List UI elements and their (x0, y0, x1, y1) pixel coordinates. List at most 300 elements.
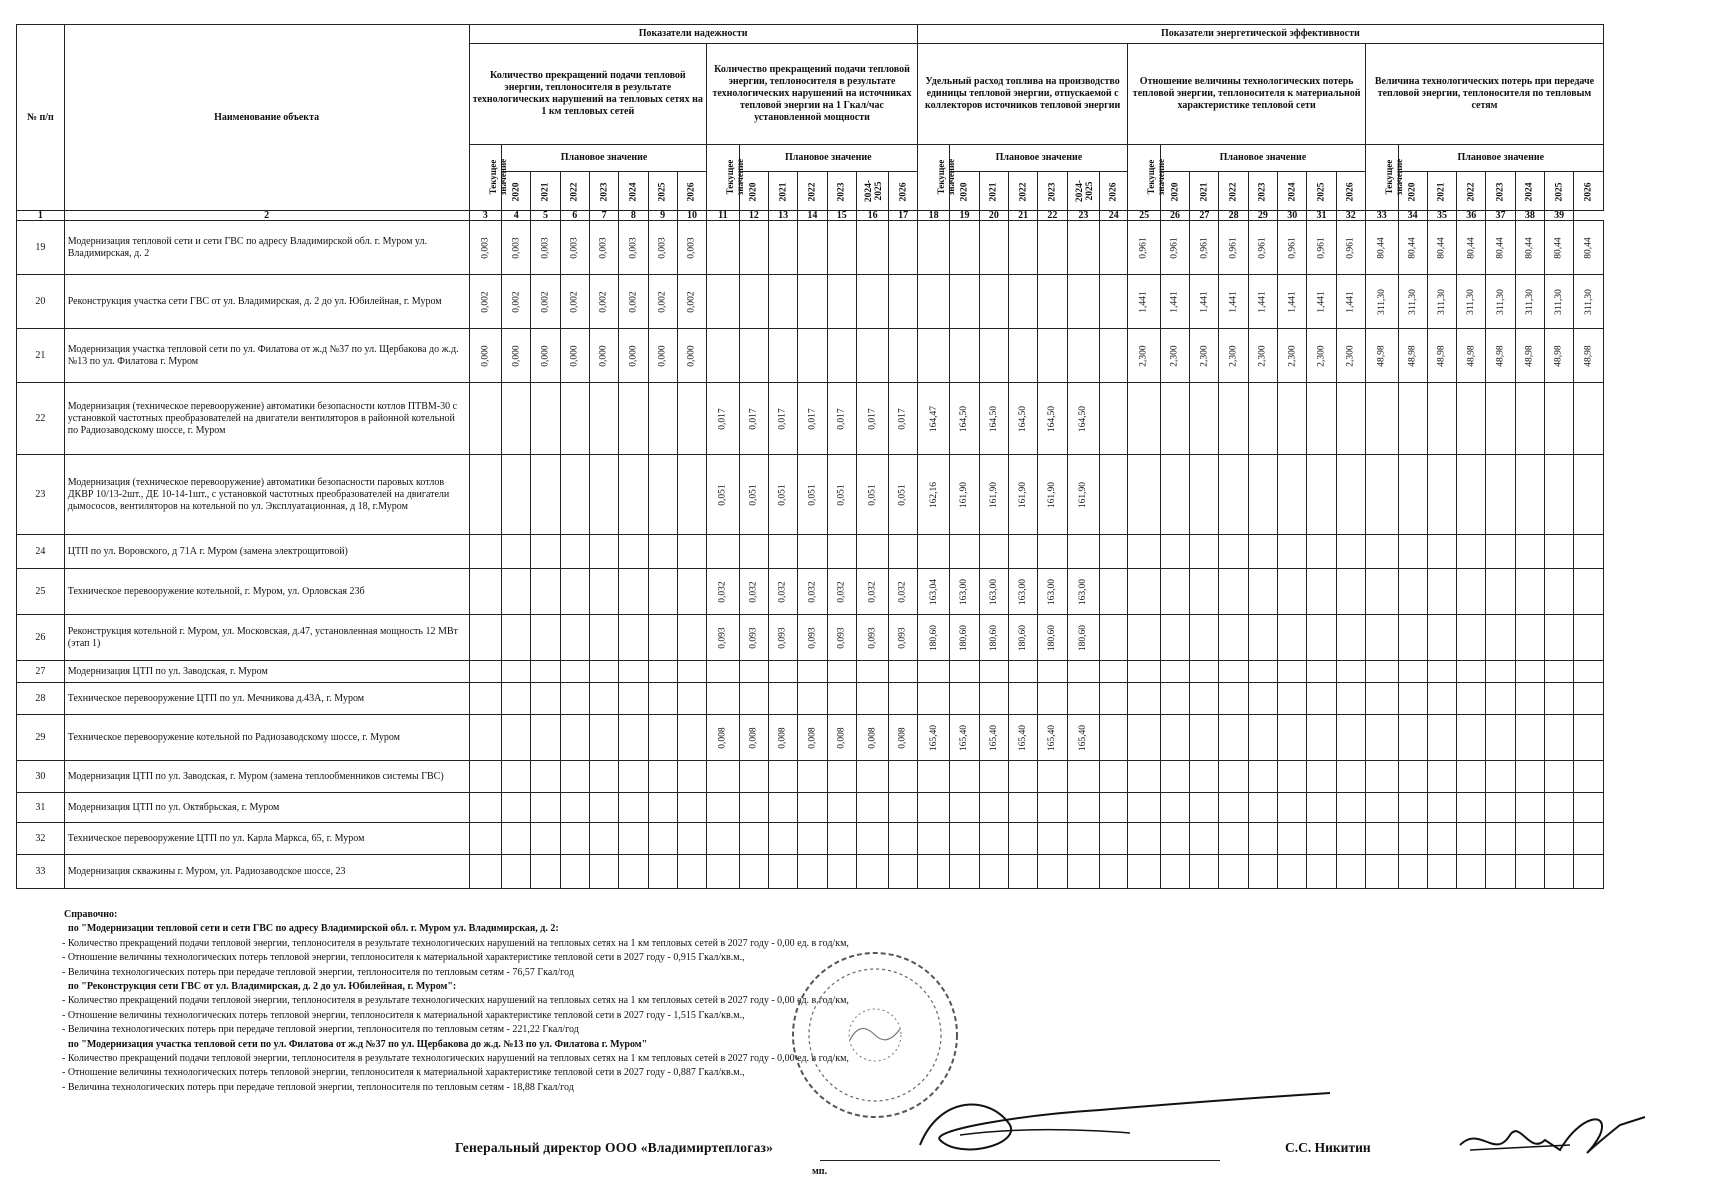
block5-cell (1486, 535, 1515, 569)
block5-cell (1427, 275, 1456, 329)
year-label: 2020 (959, 182, 970, 201)
block1-cell (619, 455, 648, 535)
block4-cell (1160, 793, 1189, 823)
block1-cell (560, 793, 589, 823)
block4-cell (1278, 823, 1307, 855)
column-index: 5 (531, 211, 560, 221)
cell-value: 0,093 (717, 627, 728, 649)
block3-cell (1100, 615, 1128, 661)
block3-cell (1038, 715, 1067, 761)
block2-cell (889, 383, 917, 455)
block4-cell (1278, 455, 1307, 535)
object-name: Реконструкция участка сети ГВС от ул. Владимирская, д. 2 до ул. Юбилейная, г. Муром (64, 275, 469, 329)
block2-cell (707, 793, 740, 823)
cell-value: 311,30 (1495, 289, 1506, 315)
cell-value: 0,032 (748, 581, 759, 603)
block5-cell (1427, 823, 1456, 855)
cell-value: 0,961 (1316, 237, 1327, 259)
year-header (1100, 172, 1128, 211)
row-number: 25 (17, 569, 65, 615)
object-name: Модернизация участка тепловой сети по ул. Филатова от ж.д №37 по ул. Щербакова до ж.д. №13 по ул. Филатова г. Муром (64, 329, 469, 383)
reference-notes (62, 908, 1162, 1095)
block3-cell (1067, 855, 1100, 889)
block3-cell (1067, 793, 1100, 823)
current-value-label: Текущее значение (725, 158, 746, 196)
block2-cell (739, 683, 768, 715)
table-row (17, 715, 1604, 761)
block2-cell (889, 569, 917, 615)
block3-cell (1008, 455, 1037, 535)
block3-cell (1038, 329, 1067, 383)
block4-cell (1160, 535, 1189, 569)
block2-cell (739, 661, 768, 683)
block2-cell (739, 535, 768, 569)
block3-cell (1038, 275, 1067, 329)
cell-value: 311,30 (1554, 289, 1565, 315)
cell-value: 0,032 (807, 581, 818, 603)
block4-cell (1128, 615, 1161, 661)
block1-cell (560, 535, 589, 569)
block1-cell (469, 761, 502, 793)
year-label: 2021 (1199, 182, 1210, 201)
table-row (17, 615, 1604, 661)
block3-cell (1100, 683, 1128, 715)
block4-cell (1248, 329, 1277, 383)
block1-cell (502, 569, 531, 615)
column-index: 16 (856, 211, 889, 221)
plan-value-header: Плановое значение (1160, 145, 1365, 172)
block5-cell (1457, 615, 1486, 661)
block4-cell (1128, 221, 1161, 275)
block3-cell (950, 683, 979, 715)
cell-value: 161,90 (1047, 481, 1058, 509)
block4-cell (1248, 569, 1277, 615)
block4-cell (1160, 569, 1189, 615)
block2-cell (856, 383, 889, 455)
cell-value: 0,003 (569, 237, 580, 259)
block4-cell (1190, 793, 1219, 823)
row-number: 29 (17, 715, 65, 761)
block1-cell (648, 535, 677, 569)
block4-cell (1248, 221, 1277, 275)
block5-cell (1365, 615, 1398, 661)
block2-cell (889, 221, 917, 275)
block2-cell (768, 383, 797, 455)
block4-cell (1190, 823, 1219, 855)
column-index: 13 (768, 211, 797, 221)
cell-value: 2,300 (1139, 345, 1150, 367)
block1-cell (648, 329, 677, 383)
plan-value-header: Плановое значение (739, 145, 917, 172)
block4-cell (1307, 455, 1336, 535)
block3-cell (1038, 855, 1067, 889)
block1-cell (619, 761, 648, 793)
current-value-header (1128, 145, 1167, 211)
year-header (619, 172, 648, 211)
table-row (17, 661, 1604, 683)
object-name: Техническое перевооружение ЦТП по ул. Карла Маркса, 65, г. Муром (64, 823, 469, 855)
block5-cell (1457, 329, 1486, 383)
block2-cell (768, 455, 797, 535)
block2-cell (889, 615, 917, 661)
plan-value-header: Плановое значение (502, 145, 707, 172)
block1-cell (648, 683, 677, 715)
block2-cell (856, 683, 889, 715)
block2-cell (707, 329, 740, 383)
block3-cell (1038, 661, 1067, 683)
block1-cell (619, 569, 648, 615)
block1-cell (648, 855, 677, 889)
column-index: 9 (648, 211, 677, 221)
block3-cell (917, 329, 950, 383)
block3-cell (950, 383, 979, 455)
block1-cell (589, 275, 618, 329)
block1-cell (677, 761, 706, 793)
block1-cell (502, 615, 531, 661)
group-header-efficiency: Показатели энергетической эффективности (917, 25, 1603, 44)
block3-cell (979, 455, 1008, 535)
cell-value: 0,008 (836, 727, 847, 749)
block1-cell (677, 715, 706, 761)
block1-cell (531, 715, 560, 761)
block2-cell (798, 615, 827, 661)
block1-cell (619, 535, 648, 569)
column-index: 26 (1160, 211, 1189, 221)
cell-value: 0,961 (1199, 237, 1210, 259)
block5-cell (1486, 793, 1515, 823)
year-header (1190, 172, 1219, 211)
block2-cell (707, 383, 740, 455)
block4-cell (1190, 683, 1219, 715)
block3-cell (979, 329, 1008, 383)
column-index: 29 (1248, 211, 1277, 221)
year-label: 2026 (1345, 182, 1356, 201)
block3-cell (1100, 855, 1128, 889)
cell-value: 0,051 (717, 484, 728, 506)
block1-cell (531, 661, 560, 683)
block2-cell (827, 221, 856, 275)
block4-cell (1128, 683, 1161, 715)
block3-cell (1008, 761, 1037, 793)
column-index: 7 (589, 211, 618, 221)
block4-cell (1128, 761, 1161, 793)
block5-cell (1515, 383, 1544, 455)
block5-cell (1486, 275, 1515, 329)
block3-cell (1008, 823, 1037, 855)
block3-cell (950, 855, 979, 889)
block2-cell (798, 383, 827, 455)
block3-cell (1100, 761, 1128, 793)
col-header-number: № п/п (17, 25, 65, 211)
block2-cell (889, 275, 917, 329)
block5-cell (1544, 761, 1573, 793)
block3-cell (979, 569, 1008, 615)
block4-cell (1336, 221, 1365, 275)
year-label: 2025 (1316, 182, 1327, 201)
block4-cell (1190, 569, 1219, 615)
block5-cell (1544, 793, 1573, 823)
row-number: 23 (17, 455, 65, 535)
block2-cell (827, 793, 856, 823)
year-header (739, 172, 768, 211)
block3-cell (1008, 535, 1037, 569)
block5-cell (1486, 661, 1515, 683)
cell-value: 0,017 (807, 408, 818, 430)
column-index: 11 (707, 211, 740, 221)
block4-cell (1190, 455, 1219, 535)
block1-cell (589, 661, 618, 683)
cell-value: 1,441 (1170, 291, 1181, 313)
block5-cell (1365, 823, 1398, 855)
block4-cell (1307, 683, 1336, 715)
block4-cell (1336, 455, 1365, 535)
block4-cell (1336, 761, 1365, 793)
current-value-label: Текущее значение (1383, 158, 1404, 196)
block3-cell (950, 329, 979, 383)
block5-cell (1486, 715, 1515, 761)
block-header-4: Отношение величины технологических потерь тепловой энергии, теплоносителя к материальной характеристике тепловой сети (1128, 44, 1366, 145)
row-number: 26 (17, 615, 65, 661)
table-row (17, 329, 1604, 383)
block1-cell (619, 683, 648, 715)
block1-cell (648, 661, 677, 683)
block2-cell (707, 855, 740, 889)
table-row (17, 569, 1604, 615)
block2-cell (768, 275, 797, 329)
notes-heading: Справочно: (64, 909, 118, 920)
block4-cell (1336, 715, 1365, 761)
block1-cell (619, 383, 648, 455)
cell-value: 163,00 (1018, 578, 1029, 606)
year-header (1278, 172, 1307, 211)
notes-line: - Количество прекращений подачи тепловой энергии, теплоносителя в результате технологических нарушений на тепловых сетях на 1 км тепловых сетей в 2027 году - 0,00 ед. в год/км, (62, 937, 849, 949)
cell-value: 0,093 (898, 627, 909, 649)
block1-cell (619, 329, 648, 383)
object-name: Модернизация ЦТП по ул. Октябрьская, г. Муром (64, 793, 469, 823)
cell-value: 0,002 (569, 291, 580, 313)
year-label: 2021 (988, 182, 999, 201)
block4-cell (1190, 615, 1219, 661)
block2-cell (827, 661, 856, 683)
column-index: 35 (1427, 211, 1456, 221)
year-label: 2022 (1018, 182, 1029, 201)
block5-cell (1365, 661, 1398, 683)
block4-cell (1248, 535, 1277, 569)
block5-cell (1544, 661, 1573, 683)
cell-value: 80,44 (1495, 237, 1506, 259)
block1-cell (560, 761, 589, 793)
block2-cell (707, 661, 740, 683)
column-index: 39 (1544, 211, 1573, 221)
notes-object-title: по "Модернизация участка тепловой сети по ул. Филатова от ж.д №37 по ул. Щербакова до ж.д. №13 по ул. Филатова г. Муром" (68, 1038, 648, 1050)
block5-cell (1457, 275, 1486, 329)
block4-cell (1160, 455, 1189, 535)
block2-cell (827, 329, 856, 383)
block5-cell (1427, 569, 1456, 615)
indicators-table (16, 24, 1604, 889)
block3-cell (1008, 569, 1037, 615)
block5-cell (1398, 615, 1427, 661)
table-row (17, 275, 1604, 329)
block2-cell (889, 855, 917, 889)
cell-value: 0,017 (867, 408, 878, 430)
block3-cell (1067, 615, 1100, 661)
block1-cell (648, 793, 677, 823)
block2-cell (768, 715, 797, 761)
block3-cell (1008, 683, 1037, 715)
block4-cell (1160, 761, 1189, 793)
year-header (1248, 172, 1277, 211)
block2-cell (768, 661, 797, 683)
block5-cell (1486, 455, 1515, 535)
block3-cell (1067, 329, 1100, 383)
block4-cell (1248, 855, 1277, 889)
block5-cell (1574, 661, 1604, 683)
block1-cell (531, 761, 560, 793)
year-label: 2022 (1466, 182, 1477, 201)
year-label: 2022 (1228, 182, 1239, 201)
block5-cell (1427, 329, 1456, 383)
column-index: 8 (619, 211, 648, 221)
cell-value: 2,300 (1199, 345, 1210, 367)
cell-value: 0,051 (778, 484, 789, 506)
block2-cell (827, 855, 856, 889)
cell-value: 180,60 (988, 624, 999, 652)
block5-cell (1398, 793, 1427, 823)
block5-cell (1515, 275, 1544, 329)
block4-cell (1248, 715, 1277, 761)
block1-cell (677, 221, 706, 275)
block4-cell (1307, 275, 1336, 329)
cell-value: 0,017 (778, 408, 789, 430)
row-number: 31 (17, 793, 65, 823)
block3-cell (1067, 383, 1100, 455)
cell-value: 0,002 (599, 291, 610, 313)
block4-cell (1248, 661, 1277, 683)
cell-value: 0,000 (657, 345, 668, 367)
block5-cell (1398, 535, 1427, 569)
cell-value: 311,30 (1376, 289, 1387, 315)
block5-cell (1515, 855, 1544, 889)
block2-cell (889, 455, 917, 535)
column-index: 38 (1515, 211, 1544, 221)
column-index: 3 (469, 211, 502, 221)
cell-value: 0,032 (836, 581, 847, 603)
block1-cell (469, 661, 502, 683)
block2-cell (739, 221, 768, 275)
cell-value: 311,30 (1583, 289, 1594, 315)
object-name: ЦТП по ул. Воровского, д 71А г. Муром (замена электрощитовой) (64, 535, 469, 569)
column-index: 36 (1457, 211, 1486, 221)
block3-cell (1067, 661, 1100, 683)
cell-value: 48,98 (1407, 345, 1418, 367)
column-index: 32 (1336, 211, 1365, 221)
block1-cell (531, 823, 560, 855)
block1-cell (469, 683, 502, 715)
year-label: 2024 (1287, 182, 1298, 201)
block1-cell (560, 615, 589, 661)
block2-cell (856, 793, 889, 823)
block4-cell (1278, 761, 1307, 793)
block3-cell (1100, 661, 1128, 683)
year-label: 2026 (898, 182, 909, 201)
block5-cell (1486, 855, 1515, 889)
cell-value: 180,60 (1047, 624, 1058, 652)
block1-cell (589, 221, 618, 275)
block1-cell (531, 855, 560, 889)
cell-value: 0,008 (748, 727, 759, 749)
block4-cell (1219, 569, 1248, 615)
table-row (17, 221, 1604, 275)
block1-cell (502, 329, 531, 383)
block4-cell (1307, 569, 1336, 615)
cell-value: 0,008 (898, 727, 909, 749)
year-label: 2020 (748, 182, 759, 201)
block2-cell (768, 683, 797, 715)
block1-cell (589, 715, 618, 761)
cell-value: 80,44 (1376, 237, 1387, 259)
block4-cell (1307, 383, 1336, 455)
block2-cell (798, 793, 827, 823)
cell-value: 80,44 (1407, 237, 1418, 259)
cell-value: 0,003 (657, 237, 668, 259)
year-label: 2025 (1554, 182, 1565, 201)
block1-cell (589, 455, 618, 535)
row-number: 24 (17, 535, 65, 569)
block3-cell (950, 275, 979, 329)
cell-value: 0,000 (686, 345, 697, 367)
block3-cell (1038, 793, 1067, 823)
cell-value: 2,300 (1170, 345, 1181, 367)
block3-cell (979, 855, 1008, 889)
notes-line: - Отношение величины технологических потерь тепловой энергии, теплоносителя к материальной характеристике тепловой сети в 2027 году - 1,515 Гкал/кв.м., (62, 1009, 745, 1021)
cell-value: 0,002 (657, 291, 668, 313)
block4-cell (1307, 823, 1336, 855)
block1-cell (469, 715, 502, 761)
cell-value: 161,90 (959, 481, 970, 509)
year-label: 2023 (599, 182, 610, 201)
block4-cell (1160, 275, 1189, 329)
block1-cell (589, 615, 618, 661)
block5-cell (1574, 615, 1604, 661)
block4-cell (1336, 823, 1365, 855)
block3-cell (979, 221, 1008, 275)
column-index: 12 (739, 211, 768, 221)
block4-cell (1160, 221, 1189, 275)
cell-value: 163,00 (1078, 578, 1089, 606)
block3-cell (917, 793, 950, 823)
row-number: 33 (17, 855, 65, 889)
cell-value: 0,093 (807, 627, 818, 649)
block5-cell (1457, 715, 1486, 761)
block5-cell (1574, 569, 1604, 615)
block4-cell (1190, 329, 1219, 383)
block4-cell (1160, 383, 1189, 455)
block2-cell (768, 855, 797, 889)
report-sheet (16, 24, 1604, 889)
notes-line: - Количество прекращений подачи тепловой энергии, теплоносителя в результате технологических нарушений на тепловых сетях на 1 км тепловых сетей в 2027 году - 0,00 ед. в год/км, (62, 995, 849, 1007)
block3-cell (1008, 383, 1037, 455)
block1-cell (502, 761, 531, 793)
cell-value: 311,30 (1436, 289, 1447, 315)
block1-cell (469, 793, 502, 823)
cell-value: 2,300 (1316, 345, 1327, 367)
block4-cell (1219, 329, 1248, 383)
block5-cell (1515, 683, 1544, 715)
cell-value: 80,44 (1554, 237, 1565, 259)
block3-cell (1038, 455, 1067, 535)
cell-value: 165,40 (959, 724, 970, 752)
